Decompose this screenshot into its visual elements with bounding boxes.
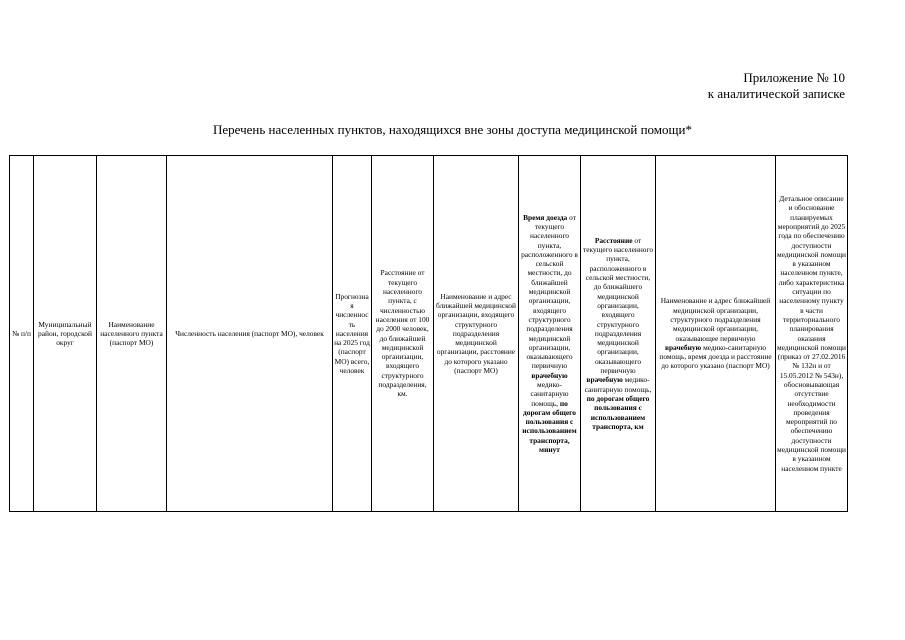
travel-time-bold2: врачебную: [531, 370, 568, 380]
header-nearest-org: Наименование и адрес ближайшей медицинской организации, входящего структурного подразделения медицинской организации, расстояние до которого указано (паспорт МО): [434, 156, 519, 512]
table-header-row: [10, 156, 848, 512]
travel-time-bold1: Время доезда: [523, 212, 568, 222]
settlements-table: [9, 155, 848, 512]
header-distance: Расстояние от текущего населенного пункта, с численностью населения от 100 до 2000 человек, до ближайшей медицинской организации, входящего структурного подразделения, км.: [372, 156, 434, 512]
header-forecast-population: Прогнозная численность населения на 2025 год (паспорт МО) всего, человек: [333, 156, 372, 512]
header-settlement-name: Наименование населенного пункта (паспорт МО): [97, 156, 167, 512]
road-distance-bold1: Расстояние: [594, 235, 633, 245]
appendix-label: [708, 70, 845, 102]
travel-time-text2: медико-санитарную помощь,: [530, 379, 569, 408]
road-distance-text1: от текущего населенного пункта, расположенного в сельской местности, до ближайшего медицинской организации, входящего структурного подразделения медицинской организации, оказывающего первичную: [582, 235, 654, 376]
primary-care-bold: врачебную: [664, 342, 702, 352]
header-road-distance: [581, 156, 656, 512]
appendix-reference: к аналитической записке: [707, 86, 845, 101]
travel-time-bold3: по дорогам общего пользования с использованием транспорта, минут: [522, 398, 577, 455]
appendix-number: Приложение № 10: [743, 70, 845, 85]
document-title: Перечень населенных пунктов, находящихся вне зоны доступа медицинской помощи*: [213, 122, 692, 137]
road-distance-bold2: врачебную: [586, 375, 623, 385]
header-population: Численность населения (паспорт МО), человек: [167, 156, 333, 512]
primary-care-text1: Наименование и адрес ближайшей медицинской организации, структурного подразделения медицинской организации, оказывающее первичную: [660, 296, 771, 343]
header-district: Муниципальный район, городской округ: [34, 156, 97, 512]
primary-care-text2: медико-санитарную помощь, время доезда и расстояние до которого указано (паспорт МО): [659, 342, 772, 371]
header-travel-time: [519, 156, 581, 512]
travel-time-text: от текущего населенного пункта, расположенного в сельской местности, до ближайшей медицинской организации, входящего структурного подразделения медицинской организации, оказывающего первичную: [521, 212, 578, 371]
header-number: № п/п: [10, 156, 34, 512]
header-planned-measures: Детальное описание и обоснование планируемых мероприятий до 2025 года по обеспечению доступности медицинской помощи в указанном населенном пункте, либо характеристика ситуации по населенному пункту в части территориального планирования оказания медицинской помощи (приказ от 27.02.2016 № 132н и от 15.05.2012 № 543н), обосновывающая отсутствие необходимости проведения мероприятий по обеспечению доступности медицинской помощи в указанном населенном пункте: [776, 156, 848, 512]
road-distance-bold3: по дорогам общего пользования с использованием транспорта, км: [586, 393, 650, 431]
header-primary-care-org: [656, 156, 776, 512]
road-distance-text2: медико-санитарную помощь,: [584, 375, 652, 394]
